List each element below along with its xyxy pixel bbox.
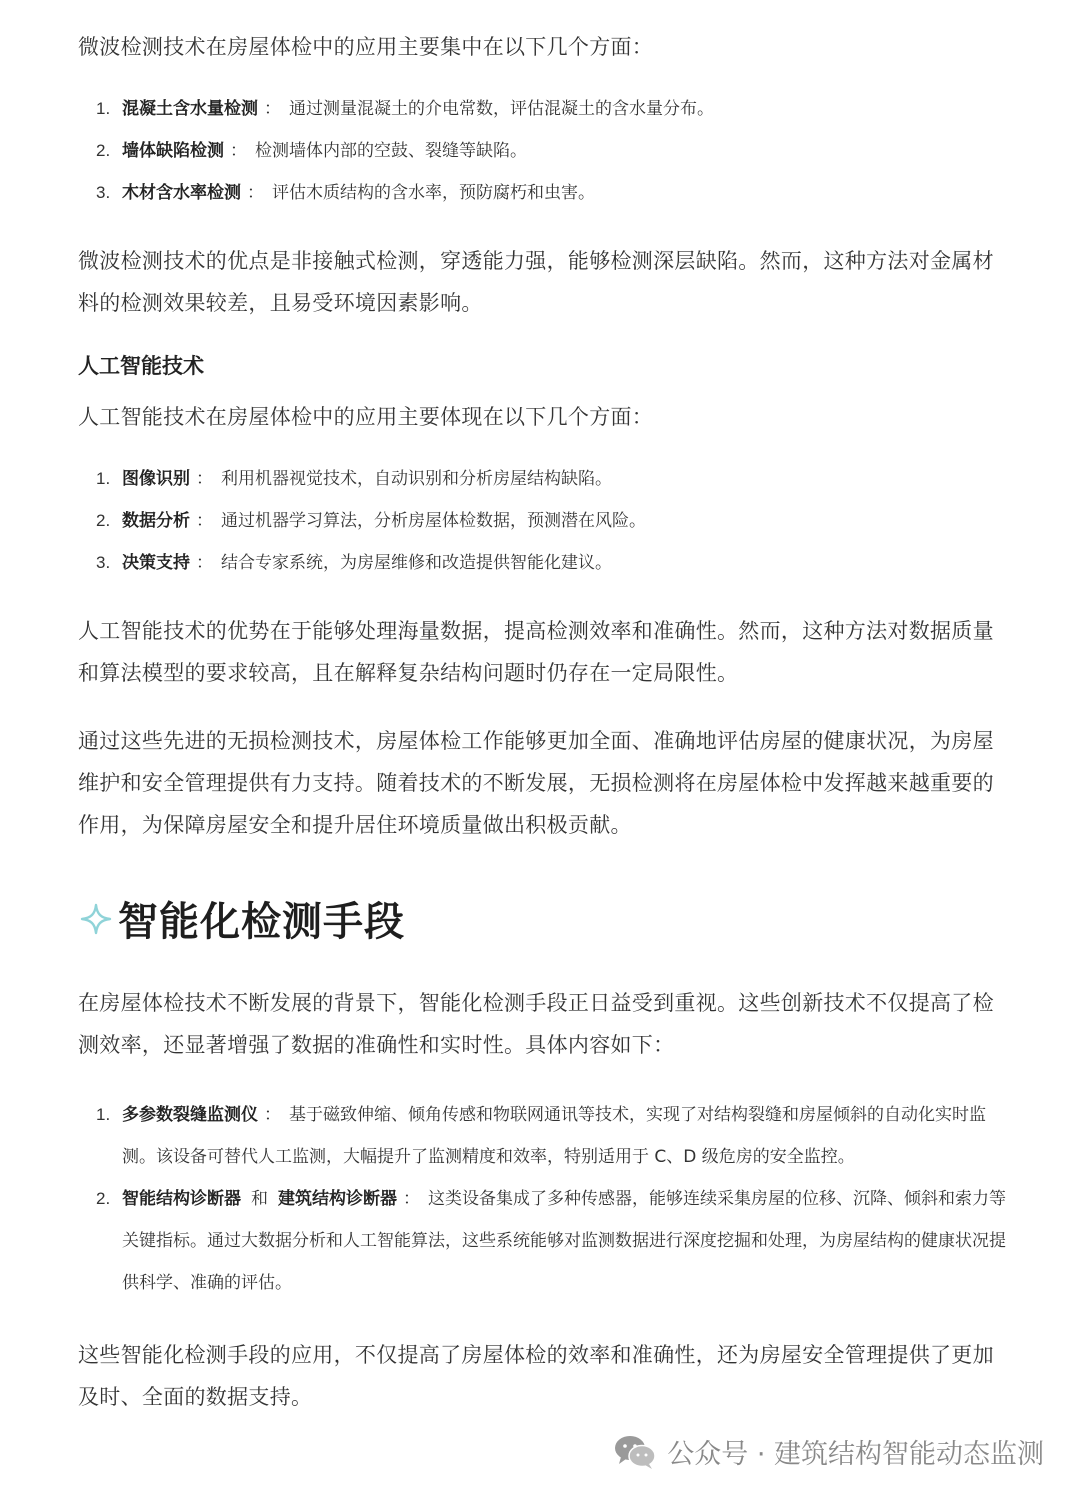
list-item — [78, 500, 1006, 542]
list-term: 智能结构诊断器 — [122, 1189, 241, 1209]
list-term: 多参数裂缝监测仪 — [122, 1105, 258, 1125]
list-desc: 这类设备集成了多种传感器，能够连续采集房屋的位移、沉降、倾斜和索力等关键指标。通过大数据分析和人工智能算法，这些系统能够对监测数据进行深度挖掘和处理，为房屋结构的健康状况提供科学、准确的评估。 — [122, 1189, 1006, 1293]
list-colon: ： — [264, 99, 281, 119]
list-term: 数据分析 — [122, 511, 190, 531]
list-item — [78, 172, 1006, 214]
list-desc: 评估木质结构的含水率，预防腐朽和虫害。 — [272, 183, 595, 203]
list-term: 决策支持 — [122, 553, 190, 573]
watermark — [613, 1432, 1044, 1471]
list-number: 1. — [96, 99, 111, 118]
list-item — [78, 458, 1006, 500]
list-term: 木材含水率检测 — [122, 183, 241, 203]
list-desc: 通过测量混凝土的介电常数，评估混凝土的含水量分布。 — [289, 99, 714, 119]
list-number: 3. — [96, 183, 111, 202]
list-desc: 结合专家系统，为房屋维修和改造提供智能化建议。 — [221, 553, 612, 573]
list-item — [78, 88, 1006, 130]
list-desc: 检测墙体内部的空鼓、裂缝等缺陷。 — [255, 141, 527, 161]
section-heading — [80, 890, 405, 947]
list-number: 2. — [96, 511, 111, 530]
watermark-label: 公众号 · 建筑结构智能动态监测 — [667, 1439, 1044, 1470]
smart-summary: 这些智能化检测手段的应用，不仅提高了房屋体检的效率和准确性，还为房屋安全管理提供了更加及时、全面的数据支持。 — [78, 1343, 994, 1409]
list-colon: ： — [403, 1189, 420, 1209]
microwave-summary: 微波检测技术的优点是非接触式检测，穿透能力强，能够检测深层缺陷。然而，这种方法对金属材料的检测效果较差，且易受环境因素影响。 — [78, 249, 994, 315]
list-colon: ： — [230, 141, 247, 161]
list-desc: 基于磁致伸缩、倾角传感和物联网通讯等技术，实现了对结构裂缝和房屋倾斜的自动化实时监测。该设备可替代人工监测，大幅提升了监测精度和效率，特别适用于 C、D 级危房的安全监控。 — [122, 1105, 986, 1167]
sparkle-icon — [80, 903, 112, 935]
ai-list — [78, 458, 1006, 584]
list-colon: ： — [264, 1105, 281, 1125]
list-item — [78, 1094, 1006, 1178]
list-number: 2. — [96, 141, 111, 160]
ai-conclusion: 通过这些先进的无损检测技术，房屋体检工作能够更加全面、准确地评估房屋的健康状况，为房屋维护和安全管理提供有力支持。随着技术的不断发展，无损检测将在房屋体检中发挥越来越重要的作用，为保障房屋安全和提升居住环境质量做出积极贡献。 — [78, 729, 994, 837]
list-number: 1. — [96, 469, 111, 488]
smart-intro: 在房屋体检技术不断发展的背景下，智能化检测手段正日益受到重视。这些创新技术不仅提高了检测效率，还显著增强了数据的准确性和实时性。具体内容如下： — [78, 991, 994, 1057]
list-colon: ： — [247, 183, 264, 203]
list-number: 1. — [96, 1105, 111, 1124]
list-term: 混凝土含水量检测 — [122, 99, 258, 119]
list-item — [78, 542, 1006, 584]
microwave-list — [78, 88, 1006, 214]
list-term: 建筑结构诊断器 — [278, 1189, 397, 1209]
list-desc: 通过机器学习算法，分析房屋体检数据，预测潜在风险。 — [221, 511, 646, 531]
list-desc: 利用机器视觉技术，自动识别和分析房屋结构缺陷。 — [221, 469, 612, 489]
section-title-text: 智能化检测手段 — [118, 899, 405, 945]
list-colon: ： — [196, 469, 213, 489]
ai-heading: 人工智能技术 — [78, 354, 204, 378]
list-item — [78, 130, 1006, 172]
list-term: 图像识别 — [122, 469, 190, 489]
ai-summary: 人工智能技术的优势在于能够处理海量数据，提高检测效率和准确性。然而，这种方法对数据质量和算法模型的要求较高，且在解释复杂结构问题时仍存在一定局限性。 — [78, 619, 994, 685]
list-number: 3. — [96, 553, 111, 572]
smart-list — [78, 1094, 1006, 1304]
list-term: 墙体缺陷检测 — [122, 141, 224, 161]
wechat-icon — [613, 1434, 657, 1470]
list-number: 2. — [96, 1189, 111, 1208]
microwave-intro: 微波检测技术在房屋体检中的应用主要集中在以下几个方面： — [78, 35, 654, 59]
list-conjunction: 和 — [251, 1189, 268, 1209]
list-colon: ： — [196, 553, 213, 573]
ai-intro: 人工智能技术在房屋体检中的应用主要体现在以下几个方面： — [78, 405, 654, 429]
list-item — [78, 1178, 1006, 1304]
list-colon: ： — [196, 511, 213, 531]
